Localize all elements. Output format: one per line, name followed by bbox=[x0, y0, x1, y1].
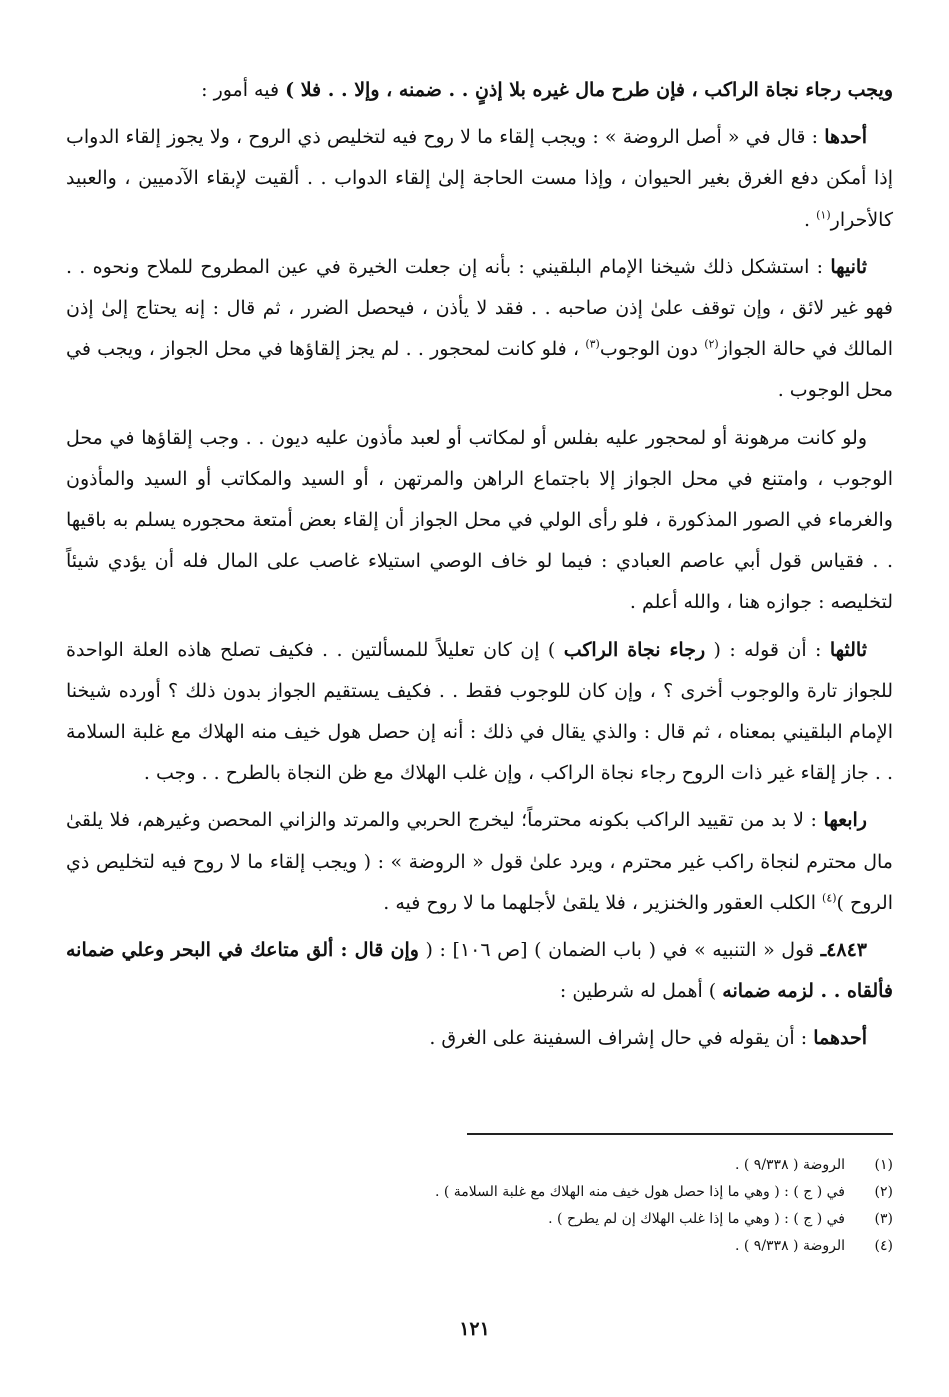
quoted-text: وإن قال : ألق متاعك في البحر وعلي ضمانه فألقاه . . لزمه ضمانه bbox=[66, 939, 893, 1003]
footnote-number: (٣) bbox=[874, 1211, 893, 1227]
footnote-number: (٤) bbox=[874, 1238, 893, 1254]
footnote-2 bbox=[66, 1179, 893, 1206]
page-reference: [ص ١٠٦] bbox=[452, 939, 528, 962]
paragraph-2 bbox=[66, 117, 893, 241]
footnote-ref-1: (١) bbox=[816, 208, 831, 222]
paragraph-6 bbox=[66, 800, 893, 924]
footnote-number: (١) bbox=[874, 1157, 893, 1173]
footnote-number: (٢) bbox=[874, 1184, 893, 1200]
paragraph-text: دون الوجوب bbox=[599, 338, 705, 361]
footnote-1 bbox=[66, 1152, 893, 1179]
footnote-text: في ( ج ) : ( وهي ما إذا غلب الهلاك إن لم يطرح ) . bbox=[548, 1211, 845, 1227]
quoted-text: ويجب رجاء نجاة الراكب ، فإن طرح مال غيره بلا إذنٍ . . ضمنه ، وإلا . . فلا ) bbox=[285, 79, 893, 101]
issue-number: ٤٨٤٣ـ bbox=[820, 939, 868, 962]
paragraph-lead: ثانيها bbox=[830, 255, 867, 278]
paragraph-4 bbox=[66, 418, 893, 624]
paragraph-text: ) إن كان تعليلاً للمسألتين . . فكيف تصلح هاذه العلة الواحدة للجواز تارة والوجوب أخرى ؟ ، وإن كان للوجوب فقط . . فكيف يستقيم الجواز بدون ذلك ؟ أورده شيخنا الإمام البلقيني بمعناه ، ثم قال : والذي يقال في ذلك : أنه إن حصل هول خيف منه الهلاك مع غلبة السلامة . . جاز إلقاء غير ذات الروح رجاء نجاة الراكب ، وإن غلب الهلاك مع ظن النجاة بالطرح . . وجب . bbox=[66, 638, 893, 785]
page-number: ١٢١ bbox=[459, 1318, 490, 1340]
paragraph-text: : ( bbox=[418, 939, 453, 962]
quoted-text: رجاء نجاة الراكب bbox=[563, 638, 706, 661]
paragraph-text: : أن قوله : ( bbox=[705, 638, 830, 661]
paragraph-text: : أن يقوله في حال إشراف السفينة على الغرق . bbox=[429, 1027, 814, 1050]
paragraph-text: : قال في « أصل الروضة » : ويجب إلقاء ما لا روح فيه لتخليص ذي الروح ، ولا يجوز إلقاء الدواب إذا أمكن دفع الغرق بغير الحيوان ، وإذا مست الحاجة إلىٰ إلقاء الدواب . . ألقيت لإبقاء الآدميين ، والعبيد كالأحرار bbox=[66, 126, 893, 231]
paragraph-text: قول « التنبيه » في ( باب الضمان ) bbox=[527, 939, 821, 962]
paragraph-lead: ثالثها bbox=[829, 638, 867, 661]
footnote-4 bbox=[66, 1233, 893, 1260]
paragraph-5 bbox=[66, 630, 893, 795]
paragraph-text: ولو كانت مرهونة أو لمحجور عليه بفلس أو لمكاتب أو لعبد مأذون عليه ديون . . وجب إلقاؤها في محل الوجوب ، وامتنع في محل الجواز إلا باجتماع الراهن والمرتهن ، أو السيد والمكاتب أو السيد والمأذون والغرماء في الصور المذكورة ، فلو رأى الولي في محل الجواز أن إلقاء بعض أمتعة محجوره يسلم به باقيها . . فقياس قول أبي عاصم العبادي : فيما لو خاف الوصي استيلاء غاصب على المال فله أن يؤدي شيئاً لتخليصه : جوازه هنا ، والله أعلم . bbox=[66, 426, 893, 614]
paragraph-end: . bbox=[804, 208, 817, 231]
paragraph-8 bbox=[66, 1018, 893, 1059]
footnote-text: الروضة ( ٩/٣٣٨ ) . bbox=[734, 1157, 845, 1173]
paragraph-lead: أحدهما bbox=[813, 1027, 867, 1050]
paragraph-text: الكلب العقور والخنزير ، فلا يلقىٰ لأجلهما ما لا روح فيه . bbox=[383, 891, 823, 914]
footnotes bbox=[66, 1152, 893, 1260]
paragraph-text: : لا بد من تقييد الراكب بكونه محترماً؛ ليخرج الحربي والمرتد والزاني المحصن وغيرهم، فلا يلقىٰ مال محترم لنجاة راكب غير محترم ، ويرد علىٰ قول « الروضة » : ( ويجب إلقاء ما لا روح فيه لتخليص ذي الروح ) bbox=[66, 809, 893, 914]
paragraph-text: ، فلو كانت لمحجور . . لم يجز إلقاؤها في محل الجواز ، ويجب في محل الوجوب . bbox=[66, 338, 893, 402]
footnote-ref-3: (٣) bbox=[585, 337, 600, 351]
paragraph-3 bbox=[66, 247, 893, 412]
footnote-ref-4: (٤) bbox=[822, 891, 837, 905]
paragraph-text: ) أهمل له شرطين : bbox=[559, 980, 723, 1003]
footnote-3 bbox=[66, 1206, 893, 1233]
main-text bbox=[66, 70, 893, 1066]
footnote-text: الروضة ( ٩/٣٣٨ ) . bbox=[734, 1238, 845, 1254]
footnote-divider bbox=[467, 1133, 893, 1135]
paragraph-lead: أحدها bbox=[824, 126, 867, 149]
paragraph-1 bbox=[66, 70, 893, 111]
paragraph-7 bbox=[66, 930, 893, 1012]
paragraph-lead: رابعها bbox=[823, 809, 867, 832]
footnote-ref-2: (٢) bbox=[704, 337, 719, 351]
paragraph-text: فيه أمور : bbox=[201, 79, 286, 101]
footnote-text: في ( ج ) : ( وهي ما إذا حصل هول خيف منه الهلاك مع غلبة السلامة ) . bbox=[434, 1184, 845, 1200]
paragraph-text: : استشكل ذلك شيخنا الإمام البلقيني : بأنه إن جعلت الخيرة في عين المطروح للملاح ونحوه . . فهو غير لائق ، وإن توقف علىٰ إذن صاحبه . . فقد لا يأذن ، فيحصل الضرر ، ثم قال : إنه يحتاج إلىٰ إذن المالك في حالة الجواز bbox=[66, 255, 894, 361]
